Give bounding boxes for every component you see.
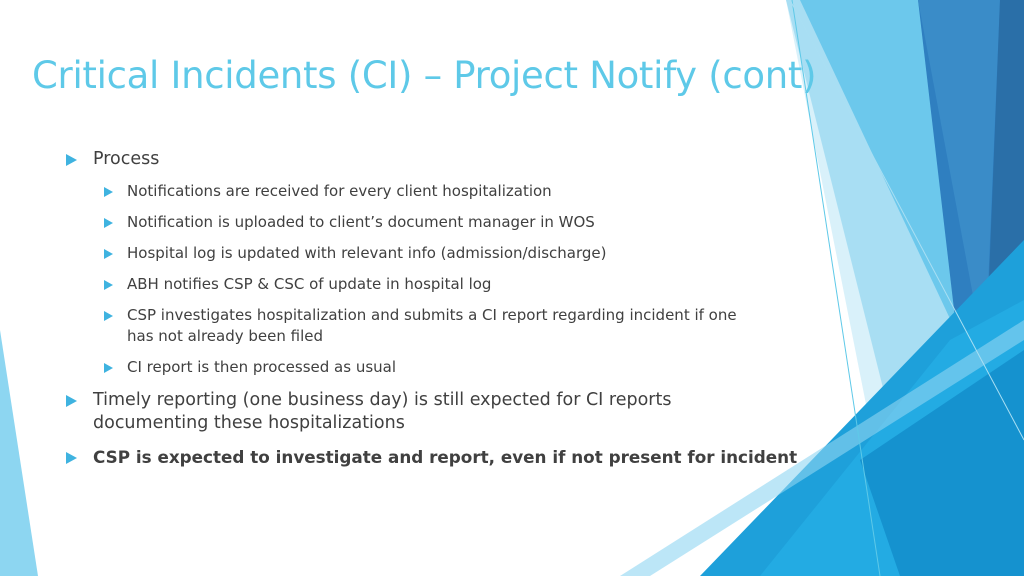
bullet-text: Timely reporting (one business day) is still expected for CI reports documenting these hospitalizations bbox=[93, 390, 672, 433]
sub-bullet-text: Hospital log is updated with relevant info (admission/discharge) bbox=[127, 244, 607, 262]
sub-bullet-text: CI report is then processed as usual bbox=[127, 358, 397, 376]
bullet-arrow-icon bbox=[66, 154, 77, 166]
sub-bullet-text: CSP investigates hospitalization and submits a CI report regarding incident if one has not already been filed bbox=[127, 306, 737, 345]
bullet-text: Process bbox=[93, 149, 160, 169]
left-accent-shape bbox=[0, 330, 38, 576]
bullet-arrow-icon bbox=[104, 280, 113, 290]
bullet-arrow-icon bbox=[104, 187, 113, 197]
bullet-text: CSP is expected to investigate and report, even if not present for incident bbox=[93, 447, 798, 467]
bullet-arrow-icon bbox=[104, 249, 113, 259]
sub-bullet-text: Notifications are received for every client hospitalization bbox=[127, 182, 552, 200]
bullet-arrow-icon bbox=[104, 311, 113, 321]
bullet-arrow-icon bbox=[104, 218, 113, 228]
sub-bullet-text: ABH notifies CSP & CSC of update in hospital log bbox=[127, 275, 492, 293]
sub-bullet-text: Notification is uploaded to client’s document manager in WOS bbox=[127, 213, 595, 231]
slide-title: Critical Incidents (CI) – Project Notify (cont) bbox=[32, 54, 817, 97]
bullet-arrow-icon bbox=[66, 452, 77, 464]
bullet-arrow-icon bbox=[104, 363, 113, 373]
bullet-arrow-icon bbox=[66, 395, 77, 407]
